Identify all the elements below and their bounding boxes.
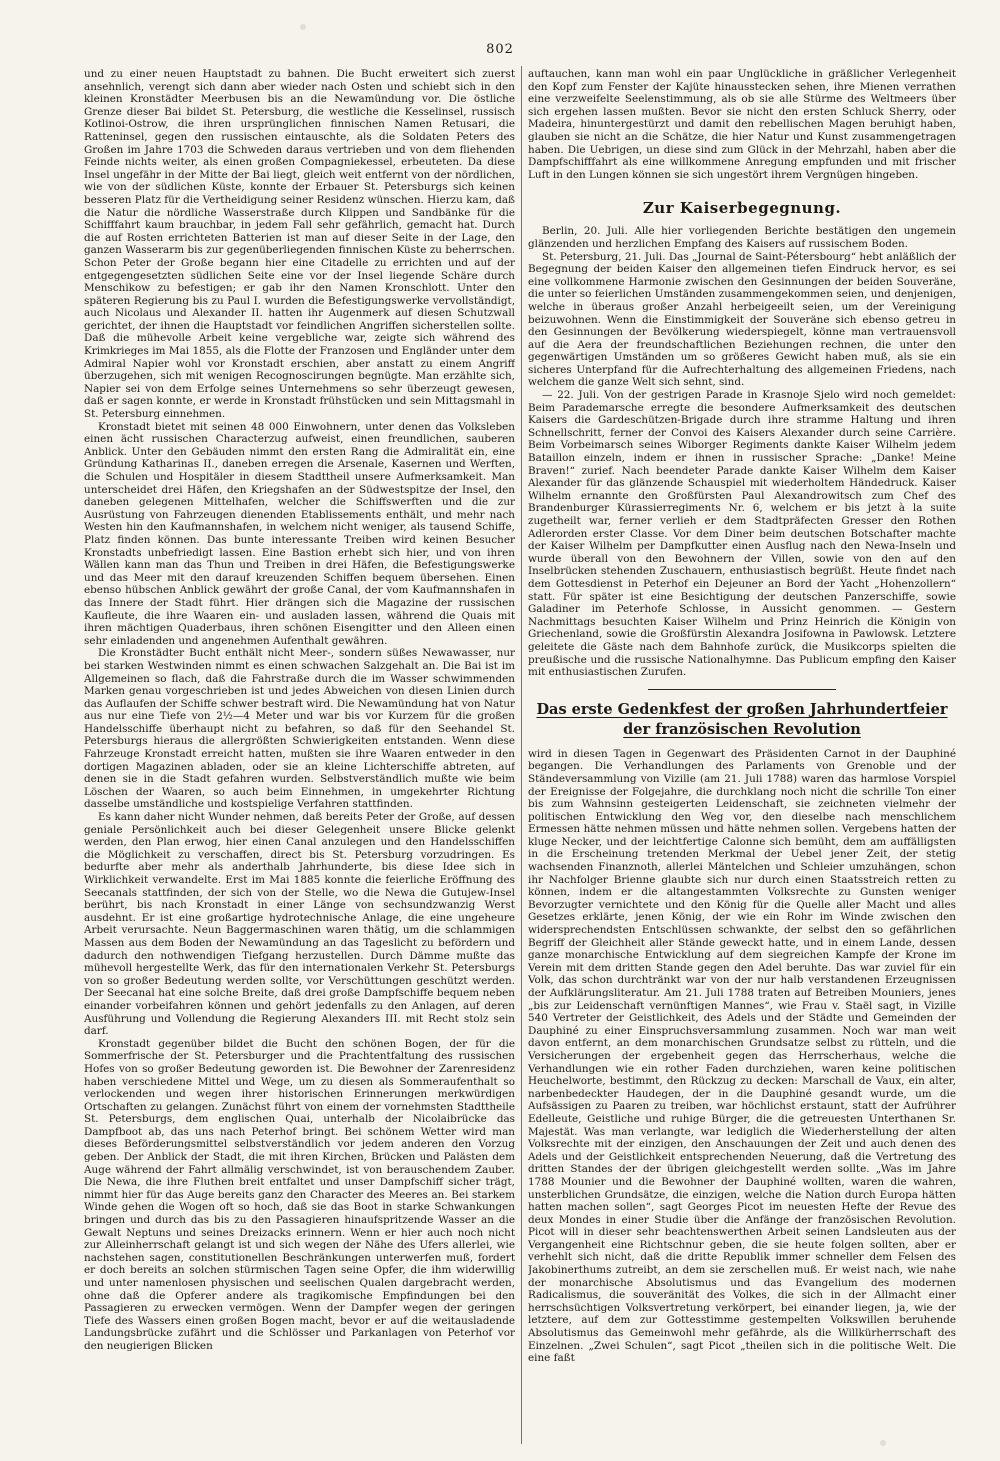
paper-speck [880,1440,886,1446]
article-separator [648,689,836,690]
left-paragraph-5: Kronstadt gegenüber bildet die Bucht den schönen Bogen, der für die Sommerfrische der St. Petersburger und die Prachtentfaltung des russischen Hofes von so großer Bedeutung geworden ist. Die Bewohner der Zarenresidenz haben verschiedene Mittel und Wege, um zu diesen als Sommeraufenthalt so verlockenden und wegen ihrer historischen Erinnerungen merkwürdigen Ortschaften zu gelangen. Zunächst führt von einem der vornehmsten Stadttheile St. Petersburgs, dem englischen Quai, unterhalb der Nicolaibrücke das Dampfboot ab, das uns nach Peterhof bringt. Bei schönem Wetter wird man dieses Beförderungsmittel selbstverständlich vor jedem anderen den Vorzug geben. Der Anblick der Stadt, die mit ihren Kirchen, Brücken und Palästen dem Auge während der Fahrt allmälig verschwindet, ist von berauschendem Zauber. Die Newa, die ihre Fluthen breit entfaltet und unser Dampfschiff sicher trägt, nimmt hier für das Auge bereits ganz den Character des Meeres an. Bei starkem Winde gehen die Wogen oft so hoch, daß sie das Boot in starke Schwankungen bringen und durch das bis zu den Passagieren hinaufspritzende Wasser an die Gewalt Neptuns und seines Dreizacks erinnern. Wenn er hier auch noch nicht zur Alleinherrschaft gelangt ist und sich wegen der Nähe des Ufers allerlei, wie nachstehen sagen, constitutionellen Beschränkungen unterwerfen muß, fordert er doch bereits an solchen stürmischen Tagen seine Opfer, die ihm widerwillig und unter namenlosen physischen und seelischen Qualen dargebracht werden, ohne daß die Opferer andere als tragikomische Empfindungen bei den Passagieren zu erwecken vermögen. Wenn der Dampfer wegen der geringen Tiefe des Wassers einen großen Bogen macht, bevor er auf die weitausladende Landungsbrücke zufährt und die Schlösser und Parkanlagen von Peterhof vor den neugierigen Blicken [84,1037,515,1352]
column-divider [521,66,522,1444]
right-column [528,68,956,1443]
left-paragraph-3: Die Kronstädter Bucht enthält nicht Meer-, sondern süßes Newawasser, nur bei starken Westwinden nimmt es einen schwachen Salzgehalt an. Die Bai ist im Allgemeinen so flach, daß die Fahrstraße durch die im Wasser schwimmenden Marken genau vorgeschrieben ist und jedes Abweichen von diesen Linien durch das Auflaufen der Schiffe schwer bestraft wird. Die Newamündung hat von Natur aus nur eine Tiefe von 2½—4 Meter und war bis vor Kurzem für die großen Handelsschiffe überhaupt nicht zu befahren, so daß für den Seehandel St. Petersburgs hieraus die allergrößten Schwierigkeiten entstanden. Wenn diese Fahrzeuge Kronstadt erreicht hatten, mußten sie ihre Waaren entweder in den dortigen Magazinen abladen, oder sie an kleine Lichterschiffe abtreten, auf denen sie in die Stadt gefahren wurden. Selbstverständlich mußte wie beim Löschen der Waaren, so auch beim Einnehmen, in umgekehrter Richtung dasselbe umständliche und kostspielige Verfahren stattfinden. [84,647,515,811]
left-paragraph-4: Es kann daher nicht Wunder nehmen, daß bereits Peter der Große, auf dessen geniale Persönlichkeit auch bei dieser Gelegenheit unsere Blicke gelenkt werden, den Plan erwog, hier einen Canal anzulegen und den Handelsschiffen die Möglichkeit zu verschaffen, direct bis St. Petersburg vorzudringen. Es bedurfte aber mehr als anderthalb Jahrhunderte, bis diese Idee sich in Wirklichkeit verwandelte. Erst im Mai 1885 konnte die feierliche Eröffnung des Seecanals stattfinden, der sich von der Stelle, wo die Newa die Gutujew-Insel berührt, bis nach Kronstadt in einer Länge von sechsundzwanzig Werst ausdehnt. Er ist eine großartige hydrotechnische Anlage, die eine ungeheure Arbeit verursachte. Neun Baggermaschinen waren thätig, um die schlammigen Massen aus dem Boden der Newamündung an das Tageslicht zu befördern und dadurch den nothwendigen Tiefgang herzustellen. Durch Dämme mußte das mühevoll hergestellte Werk, das für den internationalen Verkehr St. Petersburgs von so großer Bedeutung werden sollte, vor Verschüttungen geschützt werden. Der Seecanal hat eine solche Breite, daß drei große Dampfschiffe bequem neben einander vorbeifahren können und gehört jedenfalls zu den Anlagen, auf deren Ausführung und Vollendung die Regierung Alexanders III. mit Recht stolz sein darf. [84,811,515,1038]
article2-paragraph-1: wird in diesen Tagen in Gegenwart des Präsidenten Carnot in der Dauphiné begangen. Die Verhandlungen des Parlaments von Grenoble und der Ständeversammlung von Vizille (am 21. Juli 1788) waren das harmlose Vorspiel der Ereignisse der Folgejahre, die durchklang noch nicht die schrille Ton einer bis zum Wahnsinn gesteigerten Leidenschaft, sie zeichneten vielmehr der politischen Entwicklung den Weg vor, den dieselbe nach menschlichem Ermessen hätte nehmen müssen und hätte nehmen sollen. Vergebens hatten der kluge Necker, und der leichtfertige Calonne sich bemüht, dem am auffälligsten in die Erscheinung tretenden Merkmal der Uebel jener Zeit, der stetig wachsenden Finanznoth, allerlei Mäntelchen und Schleier umzuhängen, schon ihr Nachfolger Brienne glaubte sich nur durch einen Staatsstreich retten zu können, indem er die altangestammten Volksrechte zu Gunsten weniger Bevorzugter vernichtete und den König für die Quelle aller Macht und alles Gesetzes erklärte, jenen König, der wie ein Rohr im Winde zwischen den widersprechendsten Entschlüssen schwankte, der selbst den so gefährlichen Begriff der Gleichheit aller Stände geweckt hatte, und in einem Lande, dessen ganze monarchische Entwicklung auf dem siegreichen Kampfe der Krone im Verein mit dem dritten Stande gegen den Adel beruhte. Das war zuviel für ein Volk, das schon durchtränkt war von der nur halb verstandenen Erzeugnissen der Aufklärungsliteratur. Am 21. Juli 1788 traten auf Betreiben Mouniers, jenes „bis zur Leidenschaft vernünftigen Mannes“, wie Frau v. Staël sagt, in Vizille 540 Vertreter der Geistlichkeit, des Adels und der Städte und Gemeinden der Dauphiné zu einer Einspruchsversammlung zusammen. Noch war man weit davon entfernt, an dem monarchischen Grundsatze selbst zu rütteln, und die Versicherungen der ergebenheit gegen das Herrscherhaus, welche die Verhandlungen wie ein rother Faden durchziehen, waren keine politischen Heuchelworte, bestimmt, den Rückzug zu decken: Marschall de Vaux, ein alter, narbenbedeckter Haudegen, der in die Dauphiné gesandt wurde, um die Aufsässigen zu Paaren zu treiben, war höchlichst erstaunt, statt der Aufrührer Edelleute, Geistliche und ruhige Bürger, die die getreuesten Unterthanen Sr. Majestät. Was man verlangte, war lediglich die Wiederherstellung der alten Volksrechte mit der einzigen, den Anschauungen der Zeit und auch denen des Adels und der Geistlichkeit entsprechenden Neuerung, daß die Vertretung des dritten Standes der der übrigen gleichgestellt werden sollte. „Was im Jahre 1788 Mounier und die Bewohner der Dauphiné wollten, waren die wahren, unsterblichen Grundsätze, die einzigen, welche die Nation durch Europa hätten hatten machen sollen“, sagt Georges Picot im neuesten Hefte der Revue des deux Mondes in einer Studie über die Anfänge der französischen Revolution. Picot will in dieser sehr beachtenswerthen Arbeit seinen Landsleuten aus der Vergangenheit eine Richtschnur geben, die sie heute folgen sollten, aber er verhehlt sich nicht, daß die dritte Republik immer schneller dem Felsen des Jakobinerthums zutreibt, an dem sie zerschellen muß. Er weist nach, wie nahe der monarchische Absolutismus und das Evangelium des modernen Radicalismus, die souveränität des Volkes, die sich in der Allmacht einer herrschsüchtigen Volksvertretung verkörpert, bei einander liegen, ja, wie der letztere, auf dem zur Gottesstimme gestempelten Volkswillen beruhende Absolutismus das Gemeinwohl mehr gefährde, als die Willkürherrschaft des Einzelnen. „Zwei Schulen“, sagt Picot „theilen sich in die politische Welt. Die eine faßt [528,747,956,1365]
paper-speck [300,24,306,30]
article1-paragraph-2: St. Petersburg, 21. Juli. Das „Journal de Saint-Pétersbourg“ hebt anläßlich der Begegnung der beiden Kaiser den allgemeinen tiefen Eindruck hervor, es sei eine vollkommene Harmonie zwischen den Gesinnungen der beiden Souveräne, die unter so feierlichen Umständen zusammengekommen seien, und denjenigen, welche in überaus großer Anzahl herbeigeeilt seien, um der Vereinigung beizuwohnen. Wenn die Einstimmigkeit der Souveräne sich ebenso getreu in den Gesinnungen der Bevölkerung wiederspiegelt, könne man vertrauensvoll auf die Aera der freundschaftlichen Beziehungen rechnen, die unter den gegenwärtigen Umständen um so größeres Gewicht haben muß, als sie ein sicheres Unterpfand für die Aufrechterhaltung des allgemeinen Friedens, nach welchem die ganze Welt sich sehnt, sind. [528,250,956,389]
headline-line-2: der französischen Revolution [623,720,861,738]
right-intro-paragraph: auftauchen, kann man wohl ein paar Unglückliche in gräßlicher Verlegenheit den Kopf zum Fenster der Kajüte hinausstecken sehen, ihre Mienen verrathen eine verzweifelte Seelenstimmung, als ob sie alle Stürme des Weltmeers über sich ergehen lassen mußten. Bevor sie nicht den ersten Schluck Sherry, oder Madeira, hinuntergestürzt und damit den rebellischen Magen beruhigt haben, glauben sie nicht an die Schätze, die hier Natur und Kunst zusammengetragen haben. Die Uebrigen, un diese sind zum Glück in der Mehrzahl, haben aber die Dampfschifffahrt als eine willkommene Anregung empfunden und mit frischer Luft in den Lungen können sie sich ungestört ihrem Vergnügen hingeben. [528,68,956,181]
left-paragraph-2: Kronstadt bietet mit seinen 48 000 Einwohnern, unter denen das Volksleben einen ächt russischen Characterzug aufweist, einen freundlichen, sauberen Anblick. Unter den Gebäuden nimmt den ersten Rang die Admiralität ein, eine Gründung Katharinas II., daneben erregen die Arsenale, Kasernen und Werften, die Schulen und Hospitäler in diesem Stadttheil unsere Aufmerksamkeit. Man unterscheidet drei Häfen, den Kriegshafen an der Südwestspitze der Insel, den daneben gelegenen Mittelhafen, welcher die Schiffswerften und die zur Ausrüstung von Fahrzeugen dienenden Etablissements enthält, und mehr nach Westen hin den Kaufmannshafen, in welchem nicht weniger, als tausend Schiffe, Platz finden können. Das bunte interessante Treiben wird keinen Besucher Kronstadts unbefriedigt lassen. Eine Bastion erhebt sich hier, und von ihren Wällen kann man das Thun und Treiben in drei Häfen, die Befestigungswerke und das Meer mit den darauf kreuzenden Schiffen bequem übersehen. Einen ebenso hübschen Anblick gewährt der große Canal, der vom Kaufmannshafen in das Innere der Stadt führt. Hier drängen sich die Magazine der russischen Kaufleute, die ihre Waaren ein- und ausladen lassen, während die Quais mit ihren mächtigen Quaderbaus, ihren schönen Eisengitter und den Alleen einen sehr einladenden und angenehmen Aufenthalt gewähren. [84,420,515,647]
article1-paragraph-3: — 22. Juli. Von der gestrigen Parade in Krasnoje Sjelo wird noch gemeldet: Beim Parademarsche erregte die besondere Aufmerksamkeit des deutschen Kaisers die Gardeschützen-Brigade durch ihre stramme Haltung und ihren Schnellschritt, ferner der Convoi des Kaisers Alexander durch seine Carrière. Beim Vorbeimarsch seines Wiborger Regiments dankte Kaiser Wilhelm jedem Bataillon einzeln, indem er ihnen in russischer Sprache: „Danke! Meine Braven!“ zurief. Nach beendeter Parade dankte Kaiser Wilhelm dem Kaiser Alexander für das glänzende Schauspiel mit wiederholtem Händedruck. Kaiser Wilhelm ernannte den Großfürsten Paul Alexandrowitsch zum Chef des Brandenburger Kürassierregiments Nr. 6, welchem er bis jetzt à la suite zugetheilt war, ferner verlieh er dem Stadtpräfecten Gresser den Rothen Adlerorden erster Classe. Vor dem Diner beim deutschen Botschafter machte der Kaiser Wilhelm per Dampfkutter einen Ausflug nach den Newa-Inseln und wurde überall von den Bewohnern der Villen, sowie von den auf den Inselbrücken stehenden Zuschauern, enthusiastisch begrüßt. Heute findet nach dem Gottesdienst in Peterhof ein Dejeuner an Bord der Yacht „Hohenzollern“ statt. Für später ist eine Besichtigung der deutschen Panzerschiffe, sowie Galadiner im Peterhofe Schlosse, in Aussicht genommen. — Gestern Nachmittags besuchten Kaiser Wilhelm und Prinz Heinrich die Königin von Griechenland, sowie die Großfürstin Alexandra Josifowna in Pawlowsk. Letztere geleitete die Gäste nach dem Bahnhofe zurück, die Musikcorps spielten die preußische und die russische Nationalhymne. Das Publicum empfing den Kaiser mit enthusiastischen Zurufen. [528,389,956,679]
left-paragraph-1: und zu einer neuen Hauptstadt zu bahnen. Die Bucht erweitert sich zuerst ansehnlich, verengt sich dann aber wieder nach Osten und schiebt sich in den kleinen Kronstädter Meerbusen bis an die Newamündung vor. Die östliche Grenze dieser Bai bildet St. Petersburg, die westliche die Kesselinsel, russisch Kotlinoi-Ostrow, die ihren ursprünglichen finnischen Namen Retusari, die Ratteninsel, gegen den russischen eintauschte, als die Soldaten Peters des Großen im Jahre 1703 die Schweden daraus vertrieben und von dem fliehenden Feinde nichts weiter, als einen großen Compagniekessel, erbeuteten. Da diese Insel ungefähr in der Mitte der Bai liegt, gleich weit entfernt von der nördlichen, wie von der südlichen Küste, konnte der Erbauer St. Petersburgs sich keinen besseren Platz für die Vertheidigung seiner Residenz wünschen. Hierzu kam, daß die Natur die nördliche Wasserstraße durch Klippen und Sandbänke für die Schifffahrt kaum brauchbar, in jedem Fall sehr gefährlich, gemacht hat. Durch die auf Rosten errichteten Batterien ist man auf dieser Seite in der Lage, den ganzen Wasserarm bis zur gegenüberliegenden finnischen Küste zu beherrschen. Schon Peter der Große begann hier eine Citadelle zu errichten und auf der entgegengesetzten südlichen Seite eine vor der Insel liegende Schäre durch Menschikow zu befestigen; er gab ihr den Namen Kronschlott. Unter den späteren Regierung bis zu Paul I. wurden die Befestigungswerke vervollständigt, auch Nicolaus und Alexander II. hatten ihr Augenmerk auf diesen Schutzwall gerichtet, der ihnen die Hauptstadt vor feindlichen Angriffen sicherstellen sollte. Daß die mühevolle Arbeit keine vergebliche war, zeigte sich während des Krimkrieges im Mai 1855, als die Flotte der Franzosen und Engländer unter dem Admiral Napier wohl vor Kronstadt erschien, aber anstatt zu einem Angriff überzugehen, sich mit wenigen Recognoscirungen begnügte. Man erzählte sich, Napier sei von dem Erfolge seines Unternehmens so sehr überzeugt gewesen, daß er sagen konnte, er werde in Kronstadt frühstücken und sein Mittagsmahl in St. Petersburg einnehmen. [84,68,515,421]
article-headline-kaiserbegegnung: Zur Kaiserbegegnung. [642,199,842,218]
article1-paragraph-1: Berlin, 20. Juli. Alle hier vorliegenden Berichte bestätigen den ungemein glänzenden und herzlichen Empfang des Kaisers auf russischem Boden. [528,225,956,250]
page-number: 802 [486,42,514,57]
headline-line-1: Das erste Gedenkfest der großen Jahrhundertfeier [536,700,948,718]
article-headline-gedenkfest [528,700,956,740]
left-column [84,68,515,1443]
